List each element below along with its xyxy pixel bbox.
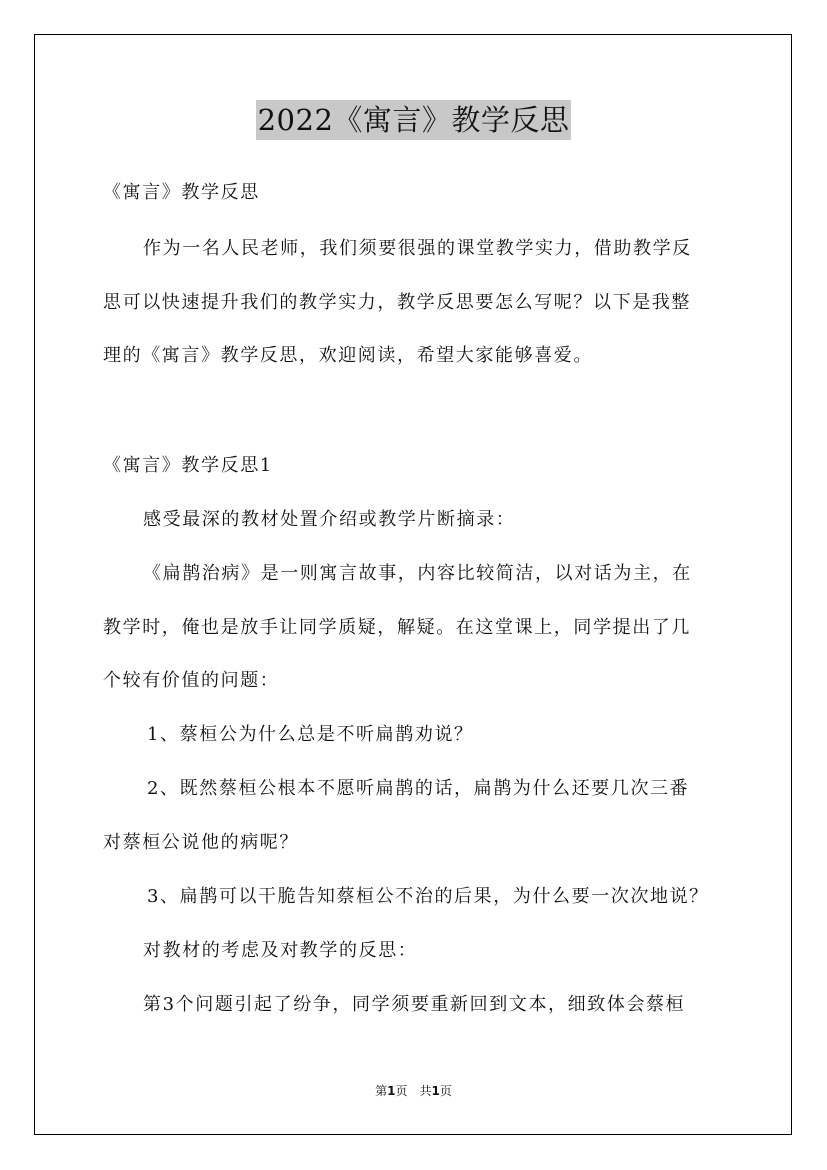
question-2-line-1: 2、既然蔡桓公根本不愿听扁鹊的话，扁鹊为什么还要几次三番 (147, 778, 690, 799)
reflection-heading: 对教材的考虑及对教学的反思： (143, 940, 418, 961)
intro-line-3: 理的《寓言》教学反思，欢迎阅读，希望大家能够喜爱。 (103, 345, 593, 366)
page-suffix: 页 (395, 1084, 408, 1098)
page-footer (0, 1083, 827, 1099)
question-1: 1、蔡桓公为什么总是不听扁鹊劝说？ (147, 724, 474, 745)
intro-line-2: 思可以快速提升我们的教学实力，教学反思要怎么写呢？以下是我整 (103, 292, 691, 313)
section-heading: 《寓言》教学反思1 (103, 455, 273, 476)
total-pages: 1 (431, 1084, 440, 1098)
excerpt-line-2: 教学时，俺也是放手让同学质疑，解疑。在这堂课上，同学提出了几 (103, 617, 691, 638)
reflection-line-1: 第3个问题引起了纷争，同学须要重新回到文本，细致体会蔡桓 (143, 994, 686, 1015)
question-3: 3、扁鹊可以干脆告知蔡桓公不治的后果，为什么要一次次地说？ (147, 886, 709, 907)
subtitle: 《寓言》教学反思 (103, 182, 260, 203)
excerpt-line-3: 个较有价值的问题： (103, 670, 280, 691)
excerpt-line-1: 《扁鹊治病》是一则寓言故事，内容比较简洁，以对话为主，在 (143, 563, 692, 584)
page-prefix: 第 (375, 1084, 388, 1098)
title-container (0, 100, 827, 140)
total-prefix: 共 (419, 1084, 432, 1098)
excerpt-heading: 感受最深的教材处置介绍或教学片断摘录： (143, 509, 516, 530)
document-title: 2022《寓言》教学反思 (256, 100, 572, 140)
question-2-line-2: 对蔡桓公说他的病呢？ (103, 832, 299, 853)
intro-line-1: 作为一名人民老师，我们须要很强的课堂教学实力，借助教学反 (143, 238, 692, 259)
total-suffix: 页 (439, 1084, 452, 1098)
page-number: 1 (387, 1084, 396, 1098)
